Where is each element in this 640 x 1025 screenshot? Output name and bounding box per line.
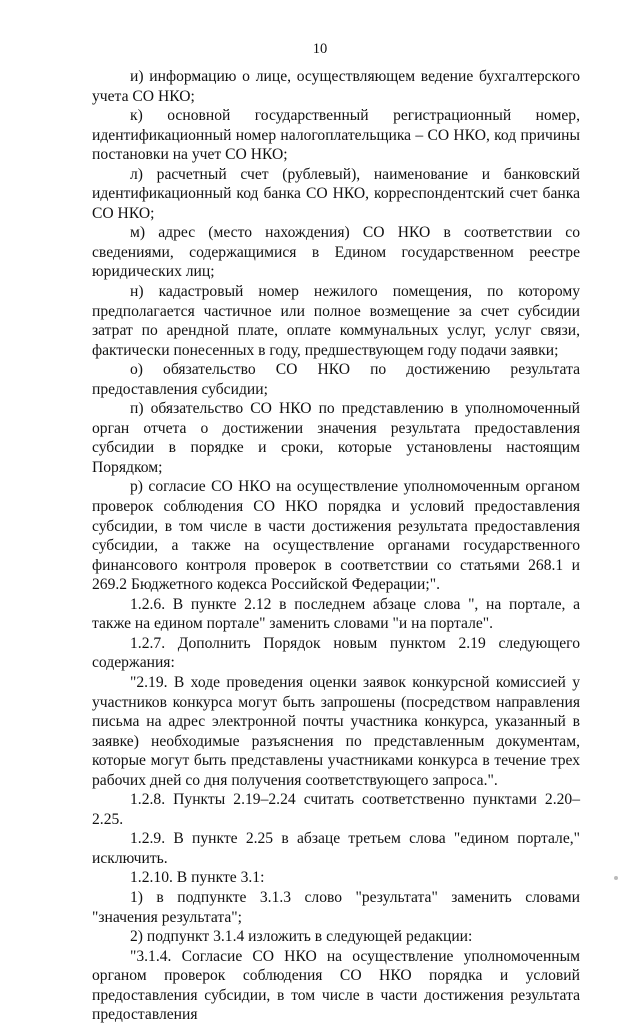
paragraph-o-obligation: о) обязательство СО НКО по достижению результата предоставления субсидии; (92, 361, 580, 398)
paragraph-1-2-6: 1.2.6. В пункте 2.12 в последнем абзаце слова ", на портале, а также на едином портале" заменить словами "и на портале". (92, 595, 580, 633)
document-body (92, 67, 580, 1025)
scan-artifact-dot (614, 876, 618, 880)
page-number: 10 (312, 41, 328, 57)
paragraph-1-2-10-item-1: 1) в подпункте 3.1.3 слово "результата" заменить словами "значения результата"; (92, 888, 580, 926)
paragraph-k-registration: к) основной государственный регистрационный номер, идентификационный номер налогоплательщика – СО НКО, код причины постановки на учет СО НКО; (92, 107, 580, 164)
paragraph-1-2-9: 1.2.9. В пункте 2.25 в абзаце третьем слова "едином портале," исключить. (92, 830, 580, 867)
paragraph-2-19-text: "2.19. В ходе проведения оценки заявок конкурсной комиссией у участников конкурса могут быть запрошены (посредством направления письма на адрес электронной почты участника конкурса, указанный в заявке) необходимые разъяснения по представленным документам, которые могут быть представлены участниками конкурса в течение трех рабочих дней со дня получения соответствующего запроса.". (92, 673, 580, 789)
paragraph-3-1-4-text: "3.1.4. Согласие СО НКО на осуществление уполномоченным органом проверок соблюдения СО НКО порядка и условий предоставления субсидии, в том числе в части достижения результата предоставления (92, 947, 580, 1024)
paragraph-m-address: м) адрес (место нахождения) СО НКО в соответствии со сведениями, содержащимися в Едином государственном реестре юридических лиц; (92, 224, 580, 281)
paragraph-p-report: п) обязательство СО НКО по представлению в уполномоченный орган отчета о достижении значения результата предоставления субсидии в порядке и сроки, которые установлены настоящим Порядком; (92, 400, 580, 476)
paragraph-n-cadastral: н) кадастровый номер нежилого помещения, по которому предполагается частичное или полное возмещение за счет субсидии затрат по арендной плате, оплате коммунальных услуг, услуг связи, фактически понесенных в году, предшествующем году подачи заявки; (92, 283, 580, 359)
paragraph-l-bank-details: л) расчетный счет (рублевый), наименование и банковский идентификационный код банка СО НКО, корреспондентский счет банка СО НКО; (92, 165, 580, 222)
paragraph-i-accounting: и) информацию о лице, осуществляющем ведение бухгалтерского учета СО НКО; (92, 68, 580, 105)
paragraph-1-2-10: 1.2.10. В пункте 3.1: (130, 869, 265, 887)
paragraph-r-consent: р) согласие СО НКО на осуществление уполномоченным органом проверок соблюдения СО НКО порядка и условий предоставления субсидии, в том числе в части достижения результата предоставления субсидии, а также на осуществление органами государственного финансового контроля проверок в соответствии со статьями 268.1 и 269.2 Бюджетного кодекса Российской Федерации;". (92, 478, 580, 594)
paragraph-1-2-7: 1.2.7. Дополнить Порядок новым пунктом 2.19 следующего содержания: (92, 634, 580, 672)
paragraph-1-2-10-item-2: 2) подпункт 3.1.4 изложить в следующей редакции: (130, 928, 473, 946)
paragraph-1-2-8: 1.2.8. Пункты 2.19–2.24 считать соответственно пунктами 2.20–2.25. (92, 791, 580, 828)
